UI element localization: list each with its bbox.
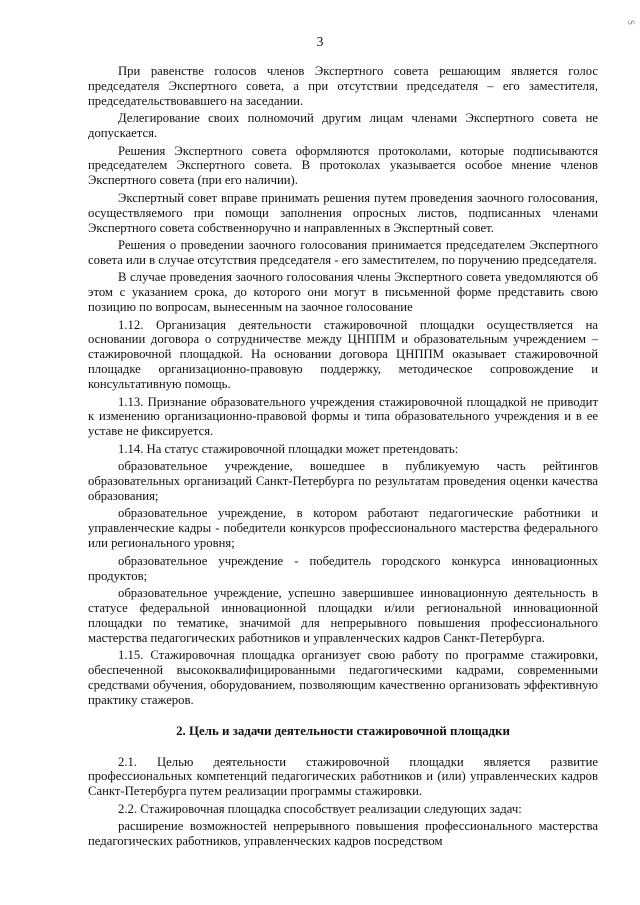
paragraph-absentee-decision: Решения о проведении заочного голосования принимается председателем Экспертного совета или в случае отсутствия председателя - его заместителем, по поручению председателя. xyxy=(88,237,598,267)
list-item-innovation-winner: образовательное учреждение - победитель городского конкурса инновационных продуктов; xyxy=(88,553,598,583)
page-number: 3 xyxy=(316,34,324,49)
side-margin-mark: S xyxy=(626,20,636,27)
paragraph-protocols: Решения Экспертного совета оформляются протоколами, которые подписываются председателем Экспертного совета. В протоколах указывается особое мнение членов Экспертного совета (при его наличии). xyxy=(88,143,598,188)
list-item-contest-winners: образовательное учреждение, в котором работают педагогические работники и управленческие кадры - победители конкурсов профессионального мастерства федерального или регионального уровня; xyxy=(88,506,598,551)
paragraph-1-15: 1.15. Стажировочная площадка организует свою работу по программе стажировки, обеспеченной высококвалифицированными педагогическими кадрами, современными средствами обучения, оборудованием, позволяющим качественно организовать эффективную практику стажеров. xyxy=(88,648,598,707)
section-heading: 2. Цель и задачи деятельности стажировочной площадки xyxy=(176,723,510,738)
list-item-expand-opportunities: расширение возможностей непрерывного повышения профессионального мастерства педагогических работников, управленческих кадров посредством xyxy=(88,819,598,849)
paragraph-2-1: 2.1. Целью деятельности стажировочной площадки является развитие профессиональных компетенций педагогических работников и (или) управленческих кадров Санкт-Петербурга путем реализации программы стажировки. xyxy=(88,754,598,799)
document-body xyxy=(88,64,598,852)
paragraph-1-13: 1.13. Признание образовательного учреждения стажировочной площадкой не приводит к изменению организационно-правовой формы и типа образовательного учреждения и в ее уставе не фиксируется. xyxy=(88,394,598,439)
paragraph-1-14: 1.14. На статус стажировочной площадки может претендовать: xyxy=(118,441,459,456)
list-item-innovation-platform: образовательное учреждение, успешно завершившее инновационную деятельность в статусе федеральной инновационной площадки и/или региональной инновационной площадки по тематике, значимой для непрерывного повышения профессионального мастерства педагогических работников и управленческих кадров Санкт-Петербурга. xyxy=(88,585,598,645)
paragraph-delegation: Делегирование своих полномочий другим лицам членами Экспертного совета не допускается. xyxy=(88,111,598,141)
paragraph-tie-vote: При равенстве голосов членов Экспертного совета решающим является голос председателя Экспертного совета, а при отсутствии председателя – его заместителя, председательствовавшего на заседании. xyxy=(88,64,598,108)
paragraph-1-12: 1.12. Организация деятельности стажировочной площадки осуществляется на основании договора о сотрудничестве между ЦНППМ и образовательным учреждением – стажировочной площадкой. На основании договора ЦНППМ оказывает стажировочной площадке организационно-правовую поддержку, методическое сопровождение и консультативную помощь. xyxy=(88,317,598,392)
paragraph-absentee-notice: В случае проведения заочного голосования члены Экспертного совета уведомляются об этом с указанием срока, до которого они могут в письменной форме представить свою позицию по вопросам, вынесенным на заочное голосование xyxy=(88,270,598,315)
list-item-ratings: образовательное учреждение, вошедшее в публикуемую часть рейтингов образовательных организаций Санкт-Петербурга по результатам проведения оценки качества образования; xyxy=(88,459,598,503)
paragraph-2-2: 2.2. Стажировочная площадка способствует реализации следующих задач: xyxy=(118,801,522,816)
paragraph-absentee-voting: Экспертный совет вправе принимать решения путем проведения заочного голосования, осуществляемого при помощи заполнения опросных листов, подписанных членами Экспертного совета собственноручно и направленных в Экспертный совет. xyxy=(88,190,598,235)
